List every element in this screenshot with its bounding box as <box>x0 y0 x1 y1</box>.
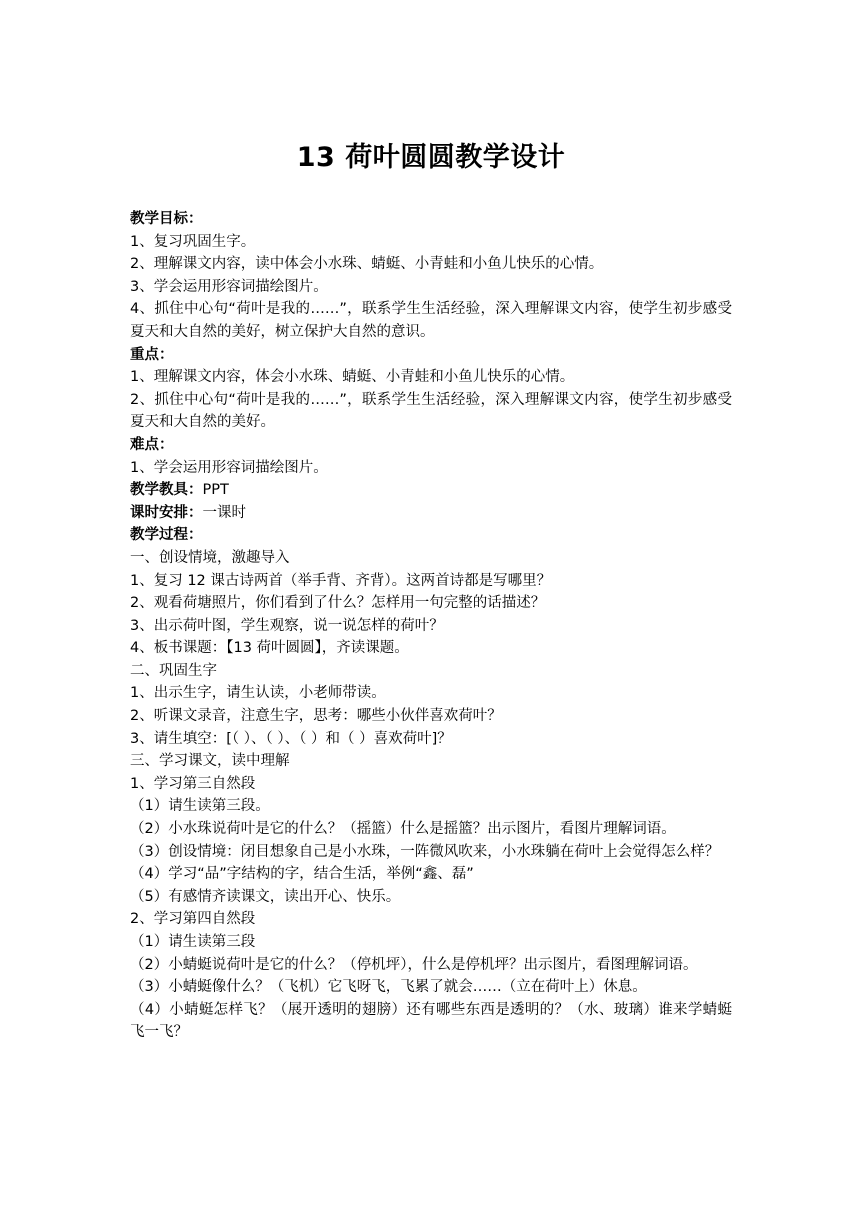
process-substep: （1）请生读第三段。 <box>130 798 270 815</box>
process-substep: （4）小蜻蜓怎样飞？（展开透明的翅膀）还有哪些东西是透明的？（水、玻璃）谁来学蜻蜓飞一飞？ <box>130 1001 732 1041</box>
schedule-label: 课时安排： <box>130 504 203 521</box>
process-step: 2、观看荷塘照片，你们看到了什么？怎样用一句完整的话描述？ <box>130 595 546 612</box>
document-page <box>130 0 732 1044</box>
process-step: 3、请生填空：[（ ）、（ ）、（ ）和（ ）喜欢荷叶]？ <box>130 730 452 747</box>
process-step: 1、复习 12 课古诗两首（举手背、齐背）。这两首诗都是写哪里？ <box>130 572 552 589</box>
key-point-item: 1、理解课文内容，体会小水珠、蜻蜓、小青蛙和小鱼儿快乐的心情。 <box>130 369 575 386</box>
key-points-heading: 重点： <box>130 346 174 363</box>
page-title: 13 荷叶圆圆教学设计 <box>296 142 566 173</box>
difficulties-heading: 难点： <box>130 436 174 453</box>
schedule-row <box>130 502 732 525</box>
objective-item: 2、理解课文内容，读中体会小水珠、蜻蜓、小青蛙和小鱼儿快乐的心情。 <box>130 256 604 273</box>
process-section-heading: 二、巩固生字 <box>130 662 217 679</box>
process-substep: （2）小水珠说荷叶是它的什么？（摇篮）什么是摇篮？出示图片，看图片理解词语。 <box>130 821 676 838</box>
process-step: 2、学习第四自然段 <box>130 911 256 928</box>
process-substep: （3）小蜻蜓像什么？（飞机）它飞呀飞，飞累了就会……（立在荷叶上）休息。 <box>130 979 647 996</box>
process-substep: （3）创设情境：闭目想象自己是小水珠，一阵微风吹来，小水珠躺在荷叶上会觉得怎么样？ <box>130 843 720 860</box>
process-section-heading: 三、学习课文，读中理解 <box>130 753 290 770</box>
objective-item: 4、抓住中心句“荷叶是我的……”，联系学生生活经验，深入理解课文内容，使学生初步感受夏天和大自然的美好，树立保护大自然的意识。 <box>130 301 732 340</box>
schedule-value: 一课时 <box>202 504 246 521</box>
process-substep: （4）学习“品”字结构的字，结合生活，举例“鑫、磊” <box>130 866 474 883</box>
tools-row <box>130 479 732 502</box>
objectives-heading: 教学目标： <box>130 211 203 227</box>
process-step: 1、出示生字，请生认读，小老师带读。 <box>130 685 386 702</box>
process-section-heading: 一、创设情境，激趣导入 <box>130 549 290 566</box>
process-substep: （2）小蜻蜓说荷叶是它的什么？（停机坪），什么是停机坪？出示图片，看图理解词语。 <box>130 956 698 973</box>
tools-value: PPT <box>202 482 229 499</box>
process-substep: （5）有感情齐读课文，读出开心、快乐。 <box>130 888 401 905</box>
tools-label: 教学教具： <box>130 482 203 499</box>
process-step: 3、出示荷叶图，学生观察，说一说怎样的荷叶？ <box>130 617 444 634</box>
key-point-item: 2、抓住中心句“荷叶是我的……”，联系学生生活经验，深入理解课文内容，使学生初步感受夏天和大自然的美好。 <box>130 391 732 431</box>
process-substep: （1）请生读第三段 <box>130 934 256 950</box>
process-step: 1、学习第三自然段 <box>130 775 256 792</box>
process-heading: 教学过程： <box>130 527 203 544</box>
document-body <box>130 208 732 1044</box>
objective-item: 1、复习巩固生字。 <box>130 233 256 250</box>
process-step: 2、听课文录音，注意生字，思考：哪些小伙伴喜欢荷叶？ <box>130 708 502 725</box>
difficulty-item: 1、学会运用形容词描绘图片。 <box>130 459 328 476</box>
objective-item: 3、学会运用形容词描绘图片。 <box>130 278 328 295</box>
process-step: 4、板书课题：【13 荷叶圆圆】，齐读课题。 <box>130 640 409 657</box>
